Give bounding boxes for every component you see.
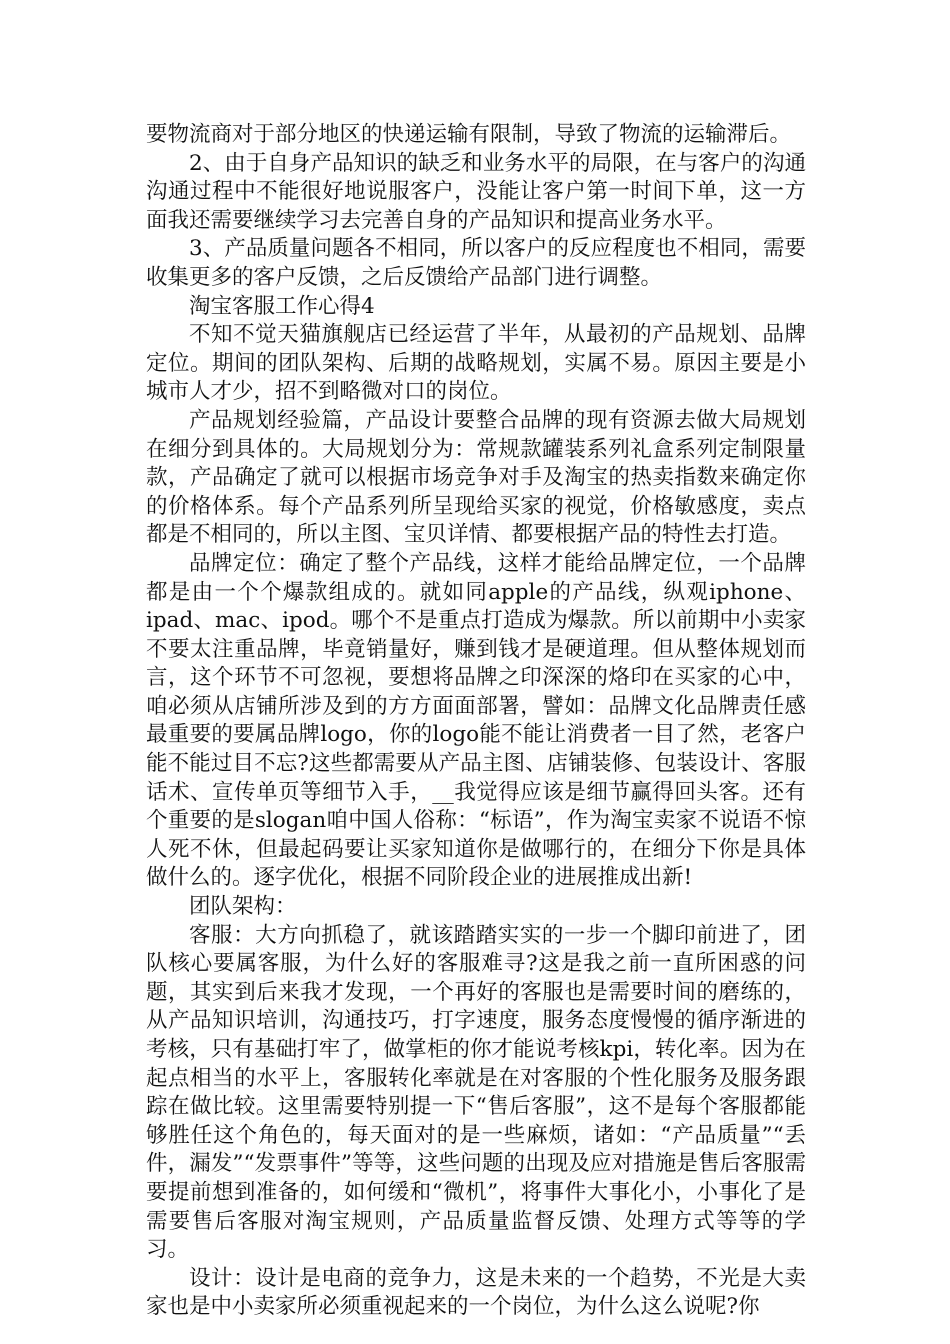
paragraph-product-planning: 产品规划经验篇，产品设计要整合品牌的现有资源去做大局规划在细分到具体的。大局规划分为：常规款罐装系列礼盒系列定制限量款，产品确定了就可以根据市场竞争对手及淘宝的热卖指数来确定你的价格体系。每个产品系列所呈现给买家的视觉，价格敏感度，卖点都是不相同的，所以主图、宝贝详情、都要根据产品的特性去打造。 [146, 407, 806, 548]
paragraph-point-3: 3、产品质量问题各不相同，所以客户的反应程度也不相同，需要收集更多的客户反馈，之后反馈给产品部门进行调整。 [146, 236, 806, 290]
paragraph-design: 设计：设计是电商的竞争力，这是未来的一个趋势，不光是大卖家也是中小卖家所必须重视起来的一个岗位，为什么这么说呢?你 [146, 1265, 806, 1320]
paragraph-logistics-delay: 要物流商对于部分地区的快递运输有限制，导致了物流的运输滞后。 [146, 122, 792, 147]
paragraph-brand-positioning: 品牌定位：确定了整个产品线，这样才能给品牌定位，一个品牌都是由一个个爆款组成的。就如同apple的产品线，纵观iphone、ipad、mac、ipod。哪个不是重点打造成为爆款。所以前期中小卖家不要太注重品牌，毕竟销量好，赚到钱才是硬道理。但从整体规划而言，这个环节不可忽视，要想将品牌之印深深的烙印在买家的心中，咱必须从店铺所涉及到的方方面面部署，譬如：品牌文化品牌责任感最重要的要属品牌logo，你的logo能不能让消费者一目了然，老客户能不能过目不忘?这些都需要从产品主图、店铺装修、包装设计、客服话术、宣传单页等细节入手，__我觉得应该是细节赢得回头客。还有个重要的是slogan咱中国人俗称：“标语”，作为淘宝卖家不说语不惊人死不休，但最起码要让买家知道你是做哪行的，在细分下你是具体做什么的。逐字优化，根据不同阶段企业的进展推成出新! [146, 550, 806, 891]
section-heading-4: 淘宝客服工作心得4 [189, 293, 375, 319]
document-body [146, 121, 806, 1322]
paragraph-customer-service: 客服：大方向抓稳了，就该踏踏实实的一步一个脚印前进了，团队核心要属客服，为什么好的客服难寻?这是我之前一直所困惑的问题，其实到后来我才发现，一个再好的客服也是需要时间的磨练的，从产品知识培训，沟通技巧，打字速度，服务态度慢慢的循序渐进的考核，只有基础打牢了，做掌柜的你才能说考核kpi，转化率。因为在起点相当的水平上，客服转化率就是在对客服的个性化服务及服务跟踪在做比较。这里需要特别提一下“售后客服”，这不是每个客服都能够胜任这个角色的，每天面对的是一些麻烦，诸如：“产品质量”“丢件，漏发”“发票事件”等等，这些问题的出现及应对措施是售后客服需要提前想到准备的，如何缓和“微机”，将事件大事化小，小事化了是需要售后客服对淘宝规则，产品质量监督反馈、处理方式等等的学习。 [146, 922, 806, 1263]
paragraph-intro: 不知不觉天猫旗舰店已经运营了半年，从最初的产品规划、品牌定位。期间的团队架构、后期的战略规划，实属不易。原因主要是小城市人才少，招不到略微对口的岗位。 [146, 322, 806, 405]
paragraph-point-2: 2、由于自身产品知识的缺乏和业务水平的局限，在与客户的沟通沟通过程中不能很好地说服客户，没能让客户第一时间下单，这一方面我还需要继续学习去完善自身的产品知识和提高业务水平。 [146, 150, 806, 233]
paragraph-team-heading: 团队架构： [189, 894, 297, 920]
